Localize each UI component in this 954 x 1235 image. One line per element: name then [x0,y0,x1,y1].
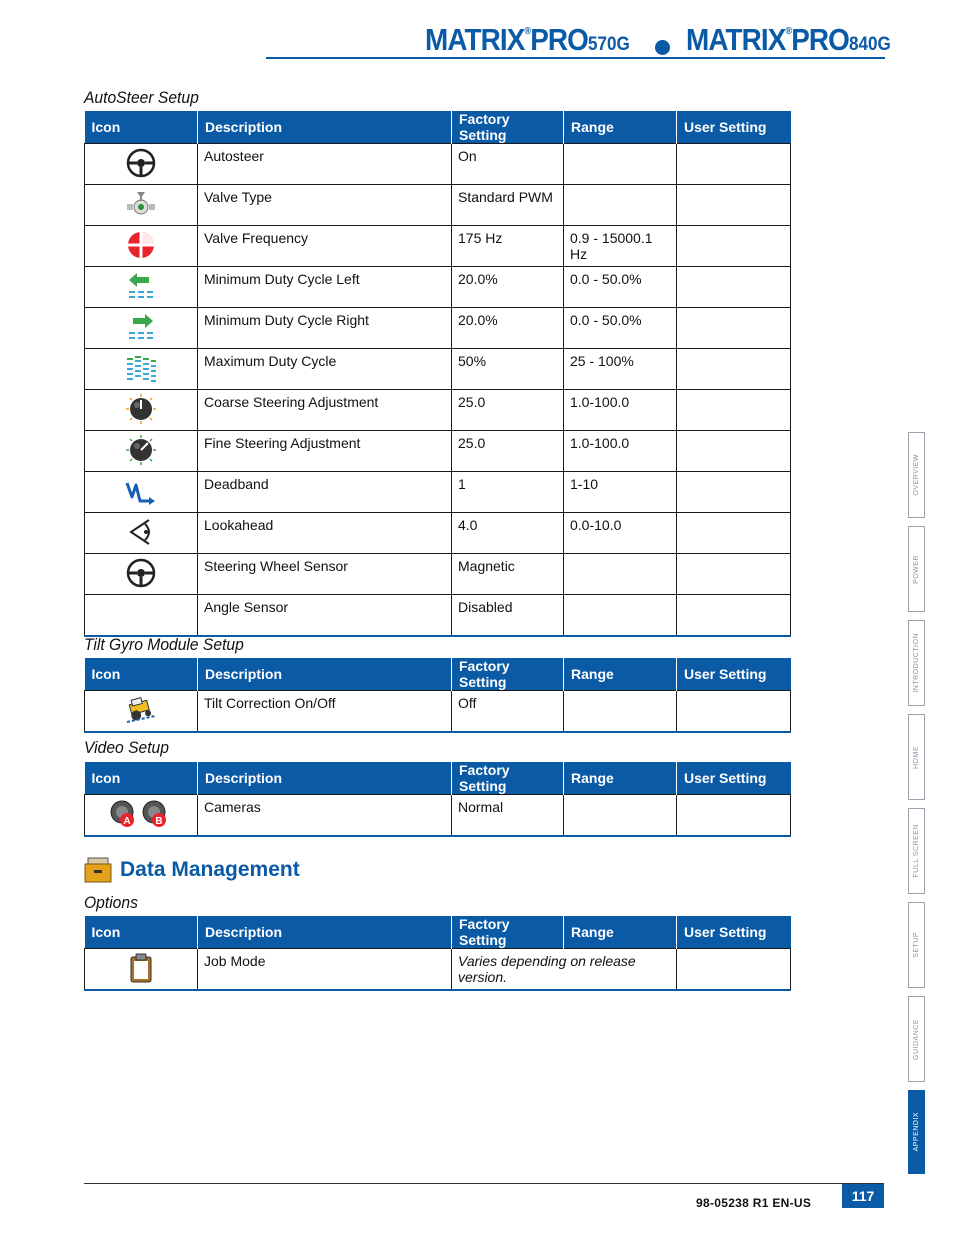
column-header: User Setting [677,658,791,691]
svg-text:A: A [123,815,131,827]
options-section-label: Options [84,893,138,912]
user-setting-cell [677,691,791,733]
column-header: Factory Setting [452,762,564,795]
side-tab-setup[interactable]: SETUP [908,902,925,988]
description-cell: Minimum Duty Cycle Left [198,267,452,308]
factory-setting-cell: 4.0 [452,513,564,554]
side-tab-overview[interactable]: OVERVIEW [908,432,925,518]
column-header: Factory Setting [452,916,564,949]
deadband-icon [125,475,157,507]
column-header: Range [564,111,677,144]
tilt-section-label: Tilt Gyro Module Setup [84,635,244,654]
table-row [85,554,791,595]
column-header: Icon [85,762,198,795]
bullet-dot [655,40,670,55]
description-cell: Autosteer [198,144,452,185]
factory-setting-cell: 25.0 [452,431,564,472]
page-number: 117 [842,1184,884,1208]
header-rule [266,57,885,59]
factory-setting-cell: 50% [452,349,564,390]
steering-wheel-sensor-icon [125,557,157,589]
lookahead-eye-icon [125,516,157,548]
user-setting-cell [677,554,791,595]
table-row [85,390,791,431]
arrow-left-bars-icon [125,270,157,302]
range-cell [564,554,677,595]
fine-knob-icon [125,434,157,466]
coarse-knob-icon [125,393,157,425]
side-tab-appendix[interactable]: APPENDIX [908,1090,925,1174]
footer-rule [84,1183,884,1184]
table-row [85,144,791,185]
description-cell: Valve Frequency [198,226,452,267]
user-setting-cell [677,226,791,267]
column-header: Range [564,658,677,691]
factory-setting-cell: 20.0% [452,308,564,349]
description-cell: Cameras [198,795,452,837]
table-row [85,267,791,308]
clipboard-icon [125,952,157,984]
user-setting-cell [677,595,791,637]
description-cell: Lookahead [198,513,452,554]
range-cell: 1.0-100.0 [564,431,677,472]
brand-name-1: MATRIX®PRO570G [425,22,630,57]
range-cell [564,795,677,837]
side-tab-power[interactable]: POWER [908,526,925,612]
range-cell [564,185,677,226]
factory-setting-cell: Disabled [452,595,564,637]
column-header: Description [198,762,452,795]
table-header-row [85,658,791,691]
table-row [85,949,791,991]
description-cell: Deadband [198,472,452,513]
range-cell: 1.0-100.0 [564,390,677,431]
description-cell: Steering Wheel Sensor [198,554,452,595]
column-header: User Setting [677,111,791,144]
range-cell: 1-10 [564,472,677,513]
factory-setting-cell: 25.0 [452,390,564,431]
user-setting-cell [677,349,791,390]
user-setting-cell [677,949,791,991]
column-header: User Setting [677,916,791,949]
column-header: Description [198,111,452,144]
description-cell: Angle Sensor [198,595,452,637]
description-cell: Valve Type [198,185,452,226]
factory-setting-cell: Off [452,691,564,733]
factory-setting-cell: 1 [452,472,564,513]
column-header: Range [564,762,677,795]
description-cell: Minimum Duty Cycle Right [198,308,452,349]
description-cell: Job Mode [198,949,452,991]
table-row [85,226,791,267]
description-cell: Maximum Duty Cycle [198,349,452,390]
column-header: User Setting [677,762,791,795]
table-row [85,308,791,349]
table-row [85,795,791,837]
column-header: Icon [85,916,198,949]
table-header-row [85,762,791,795]
column-header: Icon [85,658,198,691]
user-setting-cell [677,185,791,226]
user-setting-cell [677,472,791,513]
data-management-title: Data Management [120,858,300,881]
description-cell: Tilt Correction On/Off [198,691,452,733]
folder-cabinet-icon [84,856,112,884]
range-cell [564,595,677,637]
table-header-row [85,916,791,949]
factory-setting-cell: Magnetic [452,554,564,595]
user-setting-cell [677,267,791,308]
side-tab-full-screen[interactable]: FULL SCREEN [908,808,925,894]
brand-title [425,22,913,58]
column-header: Icon [85,111,198,144]
table-row [85,595,791,637]
range-cell: 25 - 100% [564,349,677,390]
user-setting-cell [677,390,791,431]
table-row [85,431,791,472]
description-cell: Coarse Steering Adjustment [198,390,452,431]
data-management-heading [84,856,300,884]
side-tab-guidance[interactable]: GUIDANCE [908,996,925,1082]
options-table [84,916,791,991]
side-tab-home[interactable]: HOME [908,714,925,800]
factory-setting-cell: Normal [452,795,564,837]
factory-setting-cell: On [452,144,564,185]
column-header: Factory Setting [452,658,564,691]
factory-setting-cell: Standard PWM [452,185,564,226]
table-row [85,513,791,554]
brand-name-2: MATRIX®PRO840G [685,22,891,57]
user-setting-cell [677,795,791,837]
bars-icon [125,352,157,384]
range-cell [564,144,677,185]
range-cell: 0.9 - 15000.1 Hz [564,226,677,267]
user-setting-cell [677,431,791,472]
video-table [84,762,791,837]
table-row [85,472,791,513]
steering-wheel-icon [125,147,157,179]
user-setting-cell [677,144,791,185]
table-row [85,185,791,226]
description-cell: Fine Steering Adjustment [198,431,452,472]
range-cell [564,691,677,733]
tilt-table [84,658,791,733]
column-header: Description [198,658,452,691]
camera-ab-icon [108,798,174,830]
table-row [85,691,791,733]
factory-setting-cell: Varies depending on release version. [452,949,677,991]
arrow-right-bars-icon [125,311,157,343]
empty-icon-cell [85,595,198,637]
user-setting-cell [677,513,791,554]
document-number: 98-05238 R1 EN-US [696,1196,812,1210]
tilt-tractor-icon [125,694,157,726]
target-icon [125,229,157,261]
autosteer-table [84,111,791,637]
valve-icon [125,188,157,220]
side-tab-introduction[interactable]: INTRODUCTION [908,620,925,706]
user-setting-cell [677,308,791,349]
range-cell: 0.0 - 50.0% [564,267,677,308]
video-section-label: Video Setup [84,738,169,757]
factory-setting-cell: 20.0% [452,267,564,308]
column-header: Range [564,916,677,949]
factory-setting-cell: 175 Hz [452,226,564,267]
table-header-row [85,111,791,144]
column-header: Factory Setting [452,111,564,144]
svg-text:B: B [155,815,163,827]
range-cell: 0.0-10.0 [564,513,677,554]
autosteer-section-label: AutoSteer Setup [84,88,199,107]
table-row [85,349,791,390]
column-header: Description [198,916,452,949]
range-cell: 0.0 - 50.0% [564,308,677,349]
